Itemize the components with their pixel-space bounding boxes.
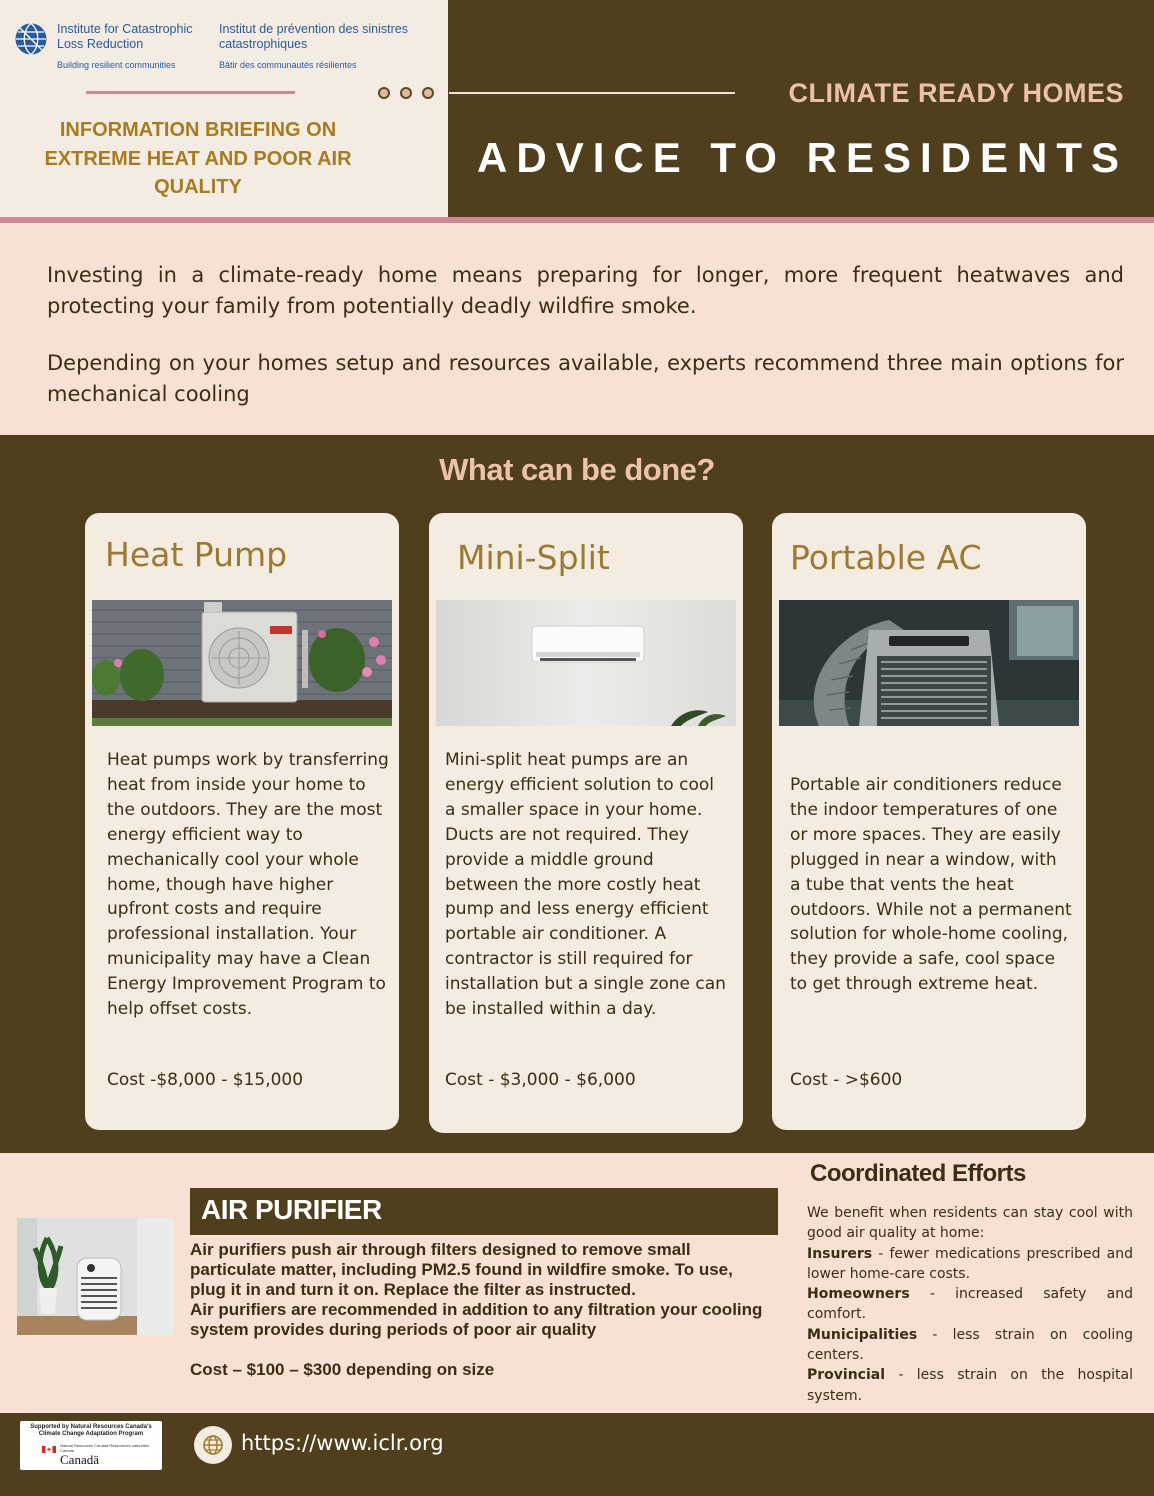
canada-flag-icon: [42, 1446, 56, 1453]
list-item: [807, 1365, 1133, 1406]
card-description: Portable air conditioners reduce the indoor temperatures of one or more spaces. They are easily plugged in near a window, with a tube that vents the heat outdoors. While not a permanent solution for whole-home cooling, they provide a safe, cool space to get through extreme heat.: [790, 775, 1072, 995]
air-purifier-description: [190, 1240, 765, 1340]
option-card-portable-ac: [772, 513, 1086, 1130]
dot-icon: [422, 87, 434, 99]
list-item-text: - increased safety and comfort.: [807, 1286, 1133, 1323]
list-item-text: - less strain on cooling centers.: [807, 1326, 1133, 1364]
list-item: [807, 1244, 1133, 1285]
website-link[interactable]: https://www.iclr.org: [241, 1431, 444, 1455]
option-card-mini-split: [429, 513, 743, 1133]
intro-paragraph: Investing in a climate-ready home means preparing for longer, more frequent heatwaves and protecting your family from potentially deadly wildfire smoke.: [47, 263, 1124, 318]
air-purifier-text: Air purifiers push air through filters designed to remove small particulate matter, including PM2.5 found in wildfire smoke. To use, plug it in and turn it on. Replace the filter as instructed.: [190, 1240, 733, 1299]
lower-section: [0, 1153, 1154, 1413]
divider: [86, 91, 295, 94]
card-cost: Cost -$8,000 - $15,000: [107, 1070, 304, 1090]
portable-ac-photo: [779, 600, 1079, 726]
logo-org-fr: Institut de prévention des sinistres catastrophiques: [219, 22, 408, 51]
card-cost: Cost - >$600: [790, 1070, 903, 1090]
website-icon-badge: [194, 1426, 232, 1464]
page-title: ADVICE TO RESIDENTS: [477, 134, 1128, 181]
dot-icon: [400, 87, 412, 99]
funder-text: Supported by Natural Resources Canada's Climate Change Adaptation Program: [30, 1424, 152, 1437]
card-cost: Cost - $3,000 - $6,000: [445, 1070, 636, 1090]
card-description: Heat pumps work by transferring heat from inside your home to the outdoors. They are the most energy efficient way to mechanically cool your whole home, though have higher upfront costs and require professional installation. Your municipality may have a Clean Energy Improvement Program to help offset costs.: [107, 750, 389, 1020]
globe-icon: [14, 22, 48, 56]
intro-paragraph: Depending on your homes setup and resources available, experts recommend three main options for mechanical cooling: [47, 351, 1124, 406]
intro-section: [0, 223, 1154, 435]
logo-tagline-fr: Bâtir des communautés résilientes: [219, 60, 357, 70]
globe-icon: [194, 1426, 232, 1464]
decorative-dots: [378, 87, 434, 99]
mini-split-photo: [436, 600, 736, 726]
header-left-panel: [0, 0, 448, 218]
briefing-title: INFORMATION BRIEFING ON EXTREME HEAT AND POOR AIR QUALITY: [44, 119, 352, 198]
heat-pump-photo: [92, 600, 392, 726]
air-purifier-photo: [17, 1218, 174, 1335]
coordinated-intro: We benefit when residents can stay cool with good air quality at home:: [807, 1205, 1133, 1242]
air-purifier-title: AIR PURIFIER: [201, 1194, 382, 1225]
logo-tagline-en: Building resilient communities: [57, 60, 176, 70]
canada-wordmark: Canadä: [60, 1452, 99, 1467]
card-description: Mini-split heat pumps are an energy efficient solution to cool a smaller space in your home. Ducts are not required. They provide a middle ground between the more costly heat pump and less energy efficient portable air conditioner. A contractor is still required for installation but a single zone can be installed within a day.: [445, 750, 726, 1020]
list-item-label: Provincial: [807, 1367, 886, 1384]
header: [0, 0, 1154, 222]
list-item-label: Insurers: [807, 1245, 873, 1262]
card-title: Portable AC: [790, 538, 982, 577]
divider: [449, 92, 735, 94]
logo-org-en: Institute for Catastrophic Loss Reduction: [57, 22, 193, 51]
list-item: [807, 1284, 1133, 1325]
list-item-label: Municipalities: [807, 1326, 918, 1343]
card-title: Heat Pump: [105, 535, 288, 574]
funder-agency: Natural Resources Canada Ressources naturelles Canada: [60, 1443, 149, 1453]
air-purifier-banner: [190, 1188, 778, 1235]
coordinated-efforts-list: [807, 1203, 1133, 1406]
list-item-text: - fewer medications prescribed and lower home-care costs.: [807, 1245, 1133, 1282]
funder-logo: [20, 1421, 162, 1470]
option-card-heat-pump: [85, 513, 399, 1130]
card-title: Mini-Split: [457, 538, 610, 577]
list-item: [807, 1325, 1133, 1366]
coordinated-efforts-title: Coordinated Efforts: [810, 1160, 1026, 1187]
air-purifier-text: Air purifiers are recommended in addition to any filtration your cooling system provides during periods of poor air quality: [190, 1300, 763, 1339]
kicker-title: CLIMATE READY HOMES: [788, 78, 1124, 108]
list-item-label: Homeowners: [807, 1286, 910, 1303]
section-heading: What can be done?: [439, 452, 715, 487]
list-item-text: - less strain on the hospital system.: [807, 1367, 1133, 1404]
footer: [0, 1413, 1154, 1496]
air-purifier-cost: Cost – $100 – $300 depending on size: [190, 1360, 495, 1379]
dot-icon: [378, 87, 390, 99]
